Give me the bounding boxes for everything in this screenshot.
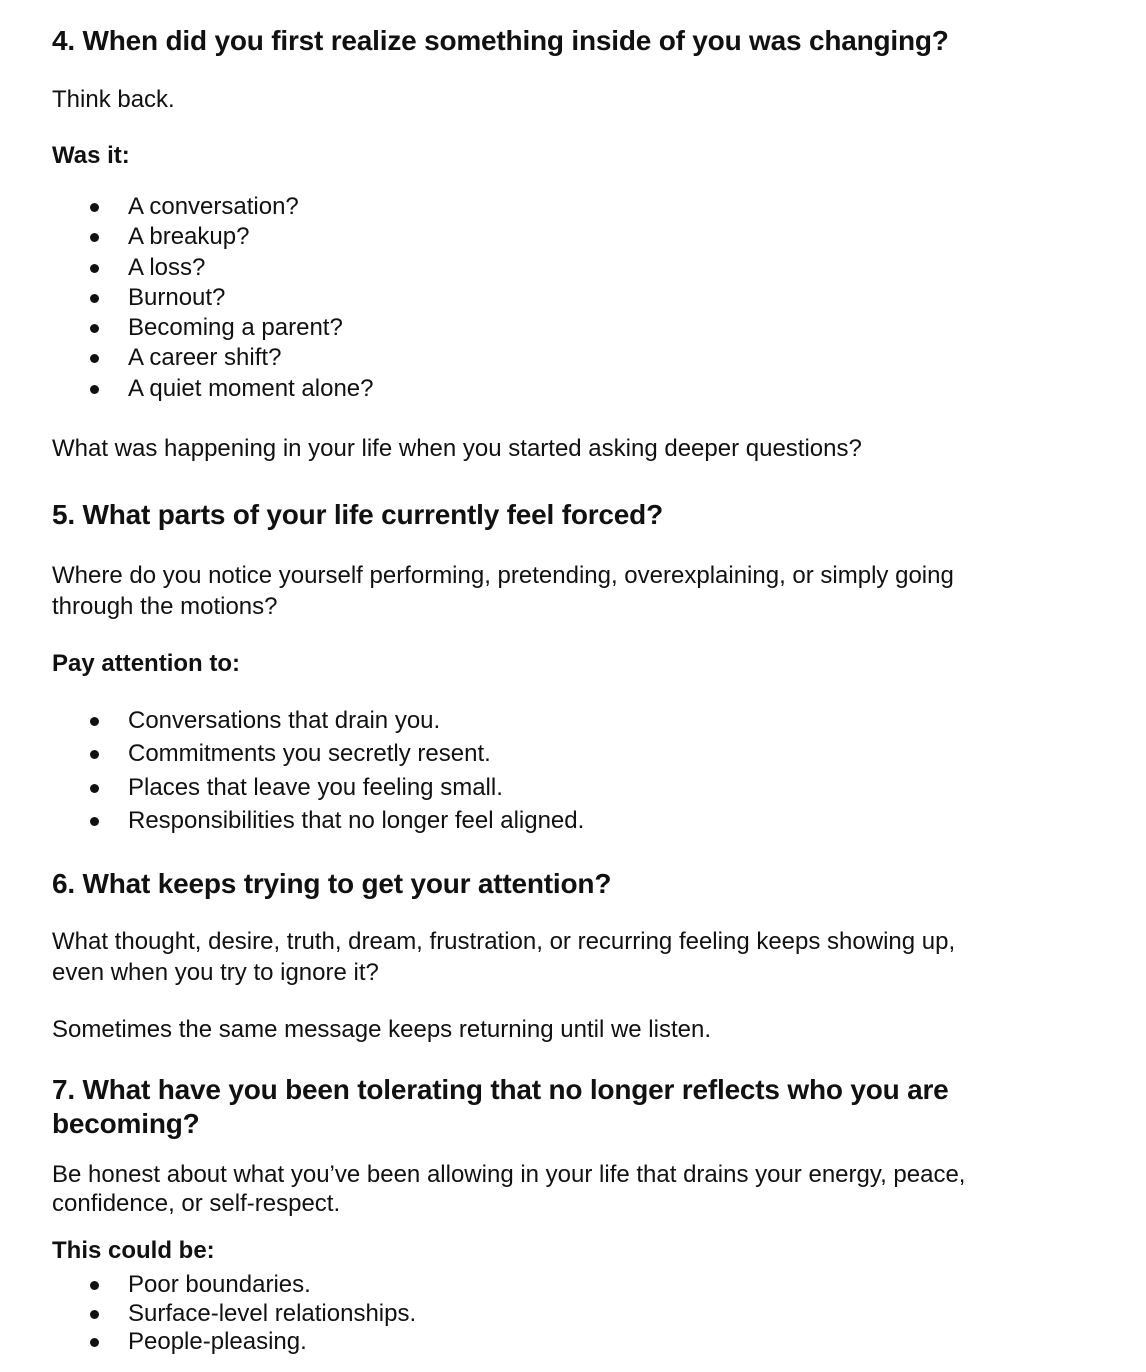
section-7-body-line-2: confidence, or self-respect.: [52, 1190, 341, 1217]
bullet-icon: [90, 1310, 99, 1319]
section-7-heading-line-2: becoming?: [52, 1108, 200, 1139]
bullet-icon: [90, 294, 99, 303]
section-4-heading: 4. When did you first realize something inside of you was changing?: [52, 25, 949, 56]
bullet-icon: [90, 233, 99, 242]
section-6-body-line-1: What thought, desire, truth, dream, frustration, or recurring feeling keeps showing up,: [52, 928, 956, 955]
section-4-intro: Think back.: [52, 86, 175, 113]
document-page: 4. When did you first realize something inside of you was changing? Think back. Was it: A conversation? A breakup? A loss? Burnout? Becoming a parent? A career shift? A quiet moment alone? What was happening in your life when you started asking deeper questions? 5. What parts of your life currently feel forced? Where do you notice yourself performing, pretending, overexplaining, or simply going through the motions? Pay attention to: Conversations that drain you. Commitments you secretly resent. Places that leave you feeling small. Responsibilities that no longer feel aligned. 6. What keeps trying to get your attention? What thought, desire, truth, dream, frustration, or recurring feeling keeps showing up, even when you try to ignore it? Sometimes the same message keeps returning until we listen. 7. What have you been tolerating that no longer reflects who you are becoming? Be honest about what you’ve been allowing in your life that drains your energy, peace, confidence, or self-respect. This could be: Poor boundaries. Surface-level relationships. People-pleasing.: [52, 25, 966, 1355]
bullet-icon: [90, 354, 99, 363]
bullet-icon: [90, 1338, 99, 1347]
bullet-icon: [90, 385, 99, 394]
bullet-icon: [90, 817, 99, 826]
bullet-icon: [90, 717, 99, 726]
section-5-heading: 5. What parts of your life currently feel forced?: [52, 499, 663, 530]
section-7-heading-line-1: 7. What have you been tolerating that no longer reflects who you are: [52, 1074, 949, 1105]
bullet-icon: [90, 784, 99, 793]
bullet-icon: [90, 264, 99, 273]
section-6-body-line-2: even when you try to ignore it?: [52, 959, 379, 986]
section-7-body-line-1: Be honest about what you’ve been allowing in your life that drains your energy, peace,: [52, 1161, 966, 1188]
section-6-closing: Sometimes the same message keeps returning until we listen.: [52, 1016, 711, 1043]
section-4-closing: What was happening in your life when you started asking deeper questions?: [52, 435, 862, 462]
bullet-icon: [90, 324, 99, 333]
bullet-icon: [90, 1281, 99, 1290]
section-4-list-label: Was it:: [52, 142, 130, 169]
section-7-list-label: This could be:: [52, 1237, 215, 1264]
section-5-list-label: Pay attention to:: [52, 650, 241, 677]
section-5-body-line-1: Where do you notice yourself performing, pretending, overexplaining, or simply going: [52, 562, 954, 589]
section-6-heading: 6. What keeps trying to get your attention?: [52, 868, 612, 899]
section-5-body-line-2: through the motions?: [52, 593, 278, 620]
bullet-icon: [90, 750, 99, 759]
bullet-icon: [90, 203, 99, 212]
